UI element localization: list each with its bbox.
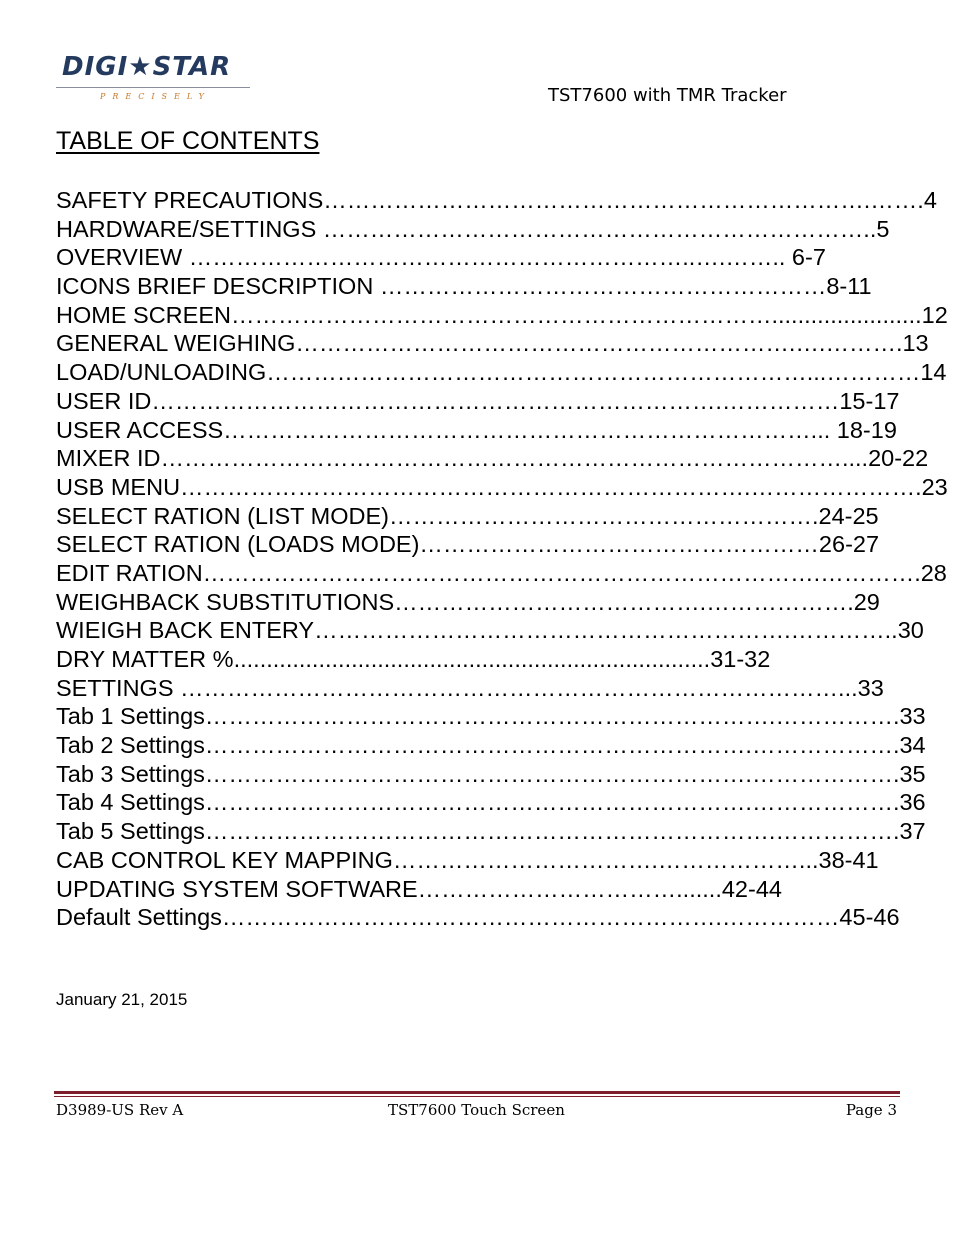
header-title: TST7600 with TMR Tracker: [548, 85, 787, 106]
toc-entry: CAB CONTROL KEY MAPPING…………………………….………………...38-41: [56, 846, 879, 873]
toc-entry: EDIT RATION…………………………………………………………………….………….28: [56, 559, 947, 586]
toc-entry: WIEIGH BACK ENTERY…………………………………………………….…………..30: [56, 617, 924, 644]
toc-entry: DRY MATTER %.........................................................................31-32: [56, 646, 771, 672]
toc-entry: USER ACCESS…………………………………………………………………... 18-19: [56, 416, 897, 443]
toc-entry: Tab 5 Settings……………………………………………………………….…………….37: [56, 818, 926, 845]
toc-entry: ICONS BRIEF DESCRIPTION …………………………………………………8-11: [56, 273, 872, 300]
toc-entry: USER ID……………………………………………………………….……………15-17: [56, 387, 900, 414]
logo-underline: [56, 87, 250, 88]
footer-rule: [54, 1091, 900, 1094]
toc-entry: UPDATING SYSTEM SOFTWARE…………………………….......42-44: [56, 875, 782, 902]
logo-tagline: PRECISELY: [100, 92, 211, 101]
toc-entry: LOAD/UNLOADING……………………………………………………………...…………14: [56, 359, 947, 386]
logo-wordmark: DIGI★STAR: [62, 52, 232, 82]
footer-product: TST7600 Touch Screen: [388, 1101, 565, 1119]
toc-entry: Tab 1 Settings……………………………………………………………….…………….33: [56, 703, 926, 730]
digistar-logo: [56, 52, 252, 106]
toc-entry: HARDWARE/SETTINGS ……………………………………………………………..5: [56, 215, 890, 242]
footer-page-number: Page 3: [845, 1101, 897, 1119]
toc-entry: Default Settings……………………………………………………….……………45-46: [56, 904, 900, 931]
toc-entry: SETTINGS …………………………………………………………………………...33: [56, 674, 884, 701]
toc-entry: USB MENU……………………………………………………………….………………….23: [56, 473, 948, 500]
toc-entry: SAFETY PRECAUTIONS…………………………………………………………….…….4: [56, 187, 937, 213]
toc-entry: GENERAL WEIGHING……………………………………………………….….……….13: [56, 330, 929, 357]
footer-doc-id: D3989-US Rev A: [56, 1101, 184, 1119]
toc-entry: SELECT RATION (LIST MODE)……………………………………………….24-25: [56, 502, 879, 529]
toc-entry: SELECT RATION (LOADS MODE)……………………………………………26-27: [56, 531, 880, 558]
toc-entry: Tab 3 Settings…………………………………………………………….……………….35: [56, 760, 926, 787]
toc-entry: WEIGHBACK SUBSTITUTIONS………………………………….……………….29: [56, 588, 880, 615]
toc-entry: OVERVIEW ………………………………………………………..….…….. 6-7: [56, 244, 826, 271]
toc-entry: Tab 4 Settings…………………………………………………………….……………….36: [56, 789, 926, 816]
toc-entry: Tab 2 Settings…………………………………………………………….……………….34: [56, 732, 926, 759]
toc-heading: TABLE OF CONTENTS: [56, 127, 320, 155]
toc-entry: MIXER ID……………………………………………………………………………....20-22: [56, 445, 929, 472]
document-date: January 21, 2015: [56, 990, 188, 1009]
toc-entry: HOME SCREEN…………………………………………………………….......................12: [56, 301, 948, 328]
toc-list: [56, 186, 948, 932]
footer-rule-thin: [54, 1096, 900, 1097]
